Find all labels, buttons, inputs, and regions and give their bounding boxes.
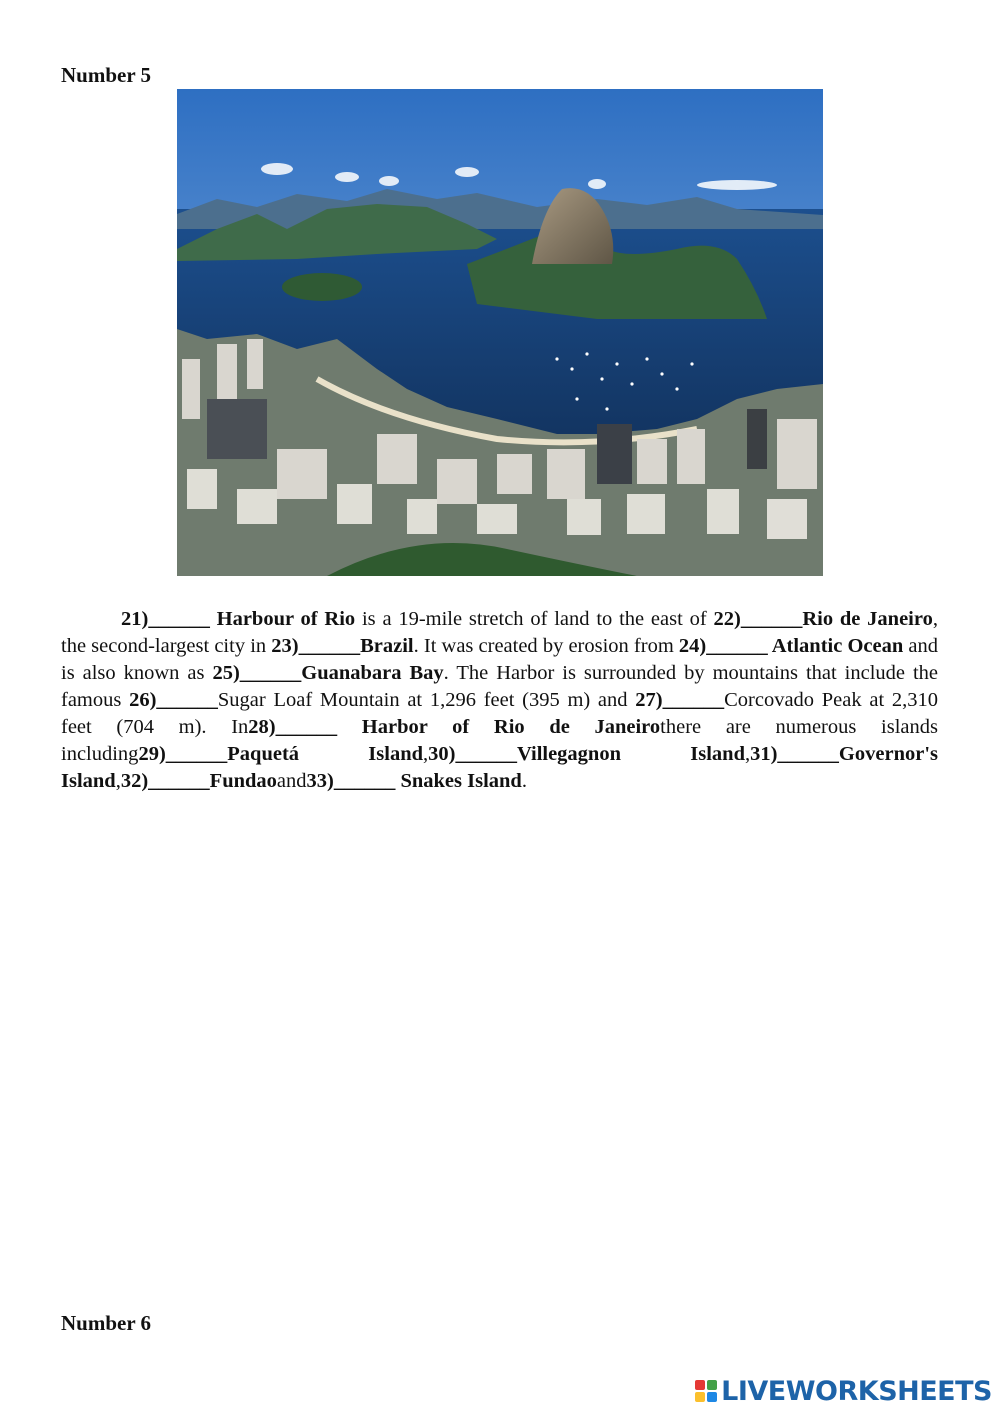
cloze-paragraph: 21)______ Harbour of Rio is a 19-mile stretch of land to the east of 22)______Rio de Janeiro, the second-largest city in 23)______Brazil. It was created by erosion from 24)______ Atlantic Ocean and is also known as 25)______Guanabara Bay. The Harbor is surrounded by mountains that include the famous 26)______Sugar Loaf Mountain at 1,296 feet (395 m) and 27)______Corcovado Peak at 2,310 feet (704 m). In28)______ Harbor of Rio de Janeirothere are numerous islands including29)______Paquetá Island,30)______Villegagnon Island,31)______Governor's Island,32)______Fundaoand33)______ Snakes Island.: [61, 608, 939, 792]
logo-text: LIVEWORKSHEETS: [721, 1375, 992, 1407]
blank-31[interactable]: 31)______Governor's Island: [61, 743, 938, 792]
blank-25[interactable]: 25)______Guanabara Bay: [212, 662, 444, 684]
blank-33[interactable]: 33)______ Snakes Island: [306, 770, 522, 792]
rio-harbour-photo: [177, 89, 823, 576]
blank-21[interactable]: 21)______ Harbour of Rio: [121, 608, 356, 630]
blank-27[interactable]: 27)______: [635, 689, 725, 711]
section-heading-number-6: Number 6: [61, 1311, 152, 1335]
blank-32[interactable]: 32)______Fundao: [120, 770, 277, 792]
blank-30[interactable]: 30)______Villegagnon Island: [428, 743, 745, 765]
blank-22[interactable]: 22)______Rio de Janeiro: [713, 608, 933, 630]
liveworksheets-logo: [695, 1375, 992, 1407]
logo-mark-icon: [695, 1380, 717, 1402]
blank-28[interactable]: 28)______ Harbor of Rio de Janeiro: [248, 716, 661, 738]
blank-24[interactable]: 24)______ Atlantic Ocean: [678, 635, 904, 657]
blank-29[interactable]: 29)______Paquetá Island: [138, 743, 423, 765]
section-heading-number-5: Number 5: [61, 63, 152, 87]
blank-23[interactable]: 23)______Brazil: [271, 635, 414, 657]
blank-26[interactable]: 26)______: [129, 689, 218, 711]
